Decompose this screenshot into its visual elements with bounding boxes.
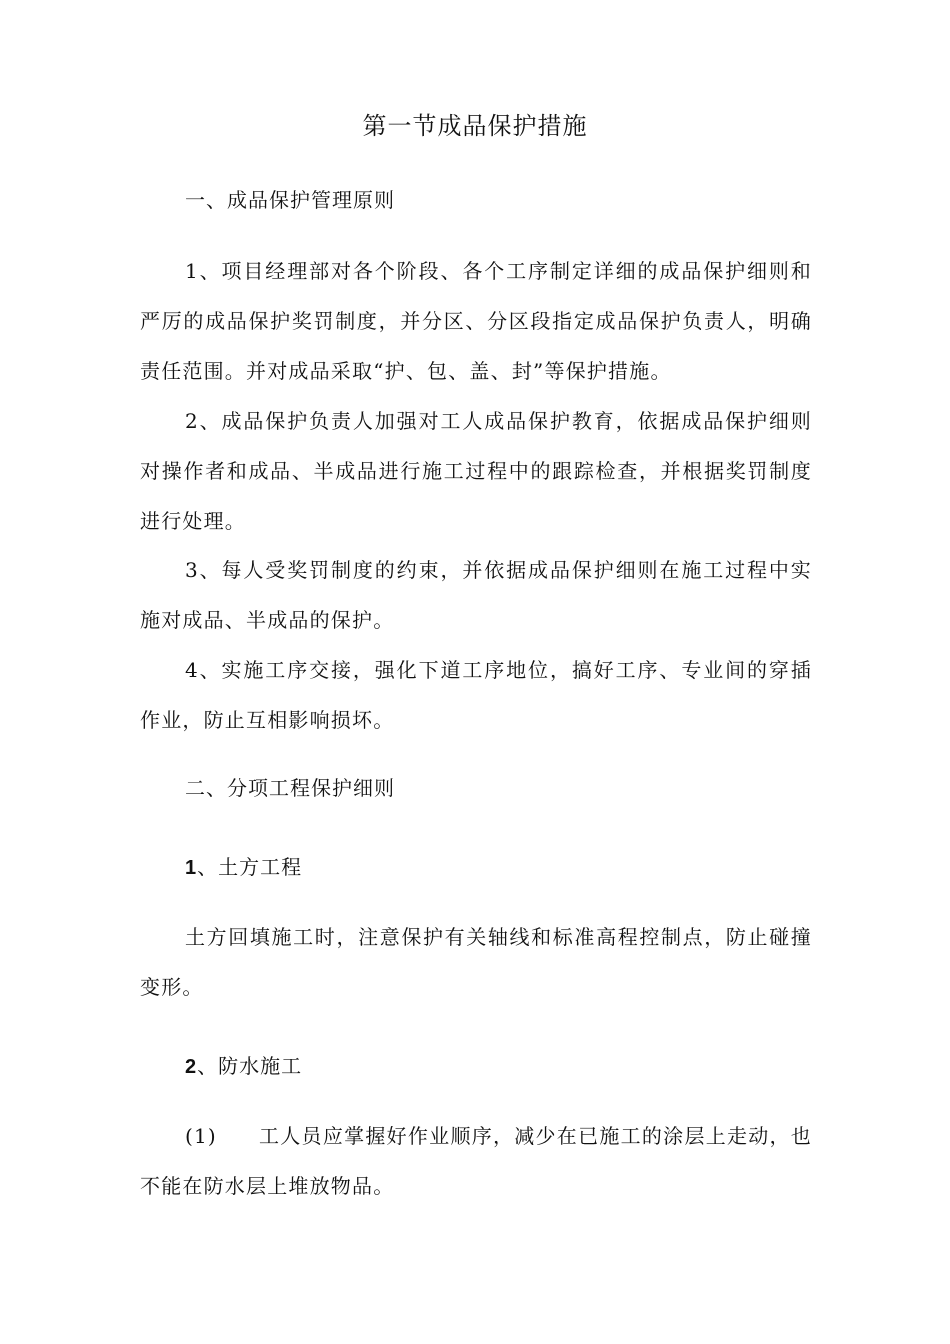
section-heading-principles: 一、成品保护管理原则 [185, 188, 395, 212]
paragraph-earthwork: 土方回填施工时，注意保护有关轴线和标准高程控制点，防止碰撞变形。 [140, 925, 812, 999]
subheading-label: 、防水施工 [197, 1054, 303, 1078]
subheading-number: 2 [185, 1056, 198, 1078]
paragraph-3: 3、每人受奖罚制度的约束，并依据成品保护细则在施工过程中实施对成品、半成品的保护。 [140, 558, 812, 632]
paragraph-1: 1、项目经理部对各个阶段、各个工序制定详细的成品保护细则和严厉的成品保护奖罚制度，并分区、分区段指定成品保护负责人，明确责任范围。并对成品采取“护、包、盖、封”等保护措施。 [140, 259, 812, 383]
page-title: 第一节成品保护措施 [362, 112, 588, 140]
subheading-earthwork [185, 851, 302, 884]
section-heading-details: 二、分项工程保护细则 [185, 776, 395, 800]
paragraph-2: 2、成品保护负责人加强对工人成品保护教育，依据成品保护细则对操作者和成品、半成品进行施工过程中的跟踪检查，并根据奖罚制度进行处理。 [140, 409, 812, 533]
list-marker: (1) [185, 1124, 217, 1148]
subheading-waterproofing [185, 1050, 302, 1083]
list-item-text: 工人员应掌握好作业顺序，减少在已施工的涂层上走动，也不能在防水层上堆放物品。 [140, 1124, 812, 1198]
subheading-label: 、土方工程 [197, 855, 303, 879]
subheading-number: 1 [185, 857, 198, 879]
paragraph-4: 4、实施工序交接，强化下道工序地位，搞好工序、专业间的穿插作业，防止互相影响损坏。 [140, 658, 812, 732]
paragraph-waterproofing-item-1 [140, 1111, 812, 1211]
